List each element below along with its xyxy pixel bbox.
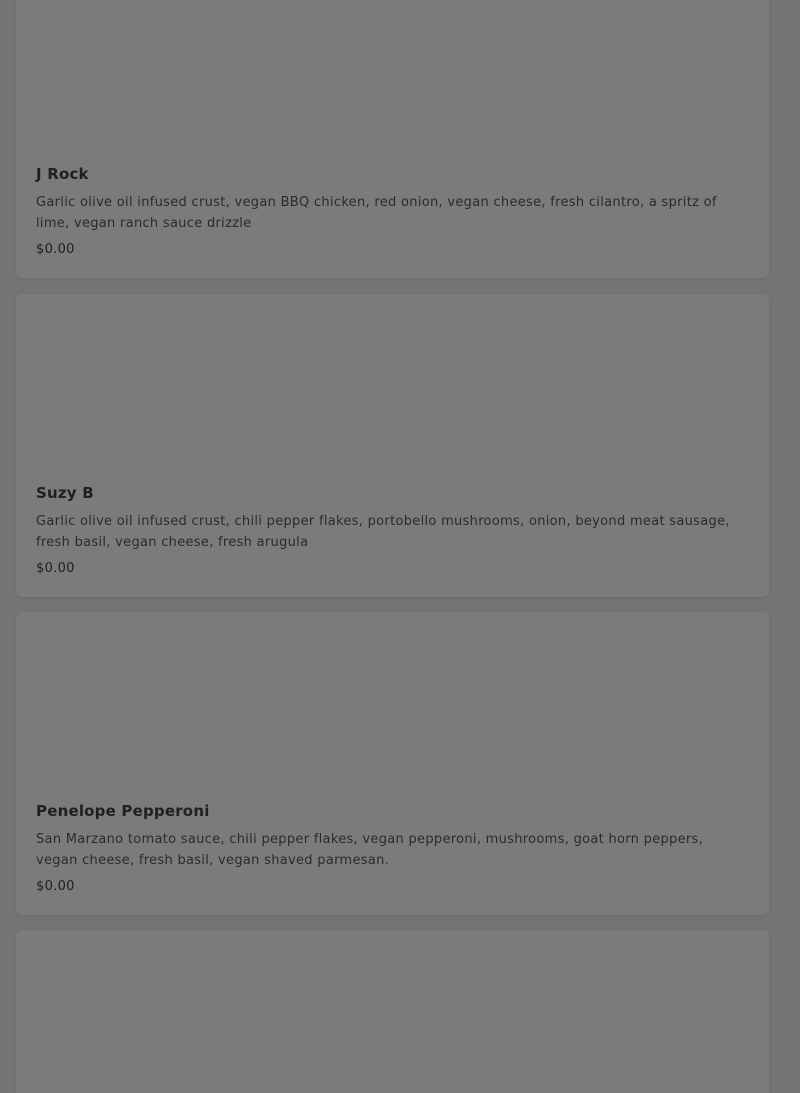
menu-item-name: J Rock (36, 165, 89, 183)
menu-item-card[interactable] (16, 612, 769, 915)
menu-item-price: $0.00 (36, 879, 75, 894)
menu-item-image (16, 294, 769, 444)
menu-item-description: San Marzano tomato sauce, chili pepper flakes, vegan pepperoni, mushrooms, goat horn peppers, vegan cheese, fresh basil, vegan shaved parmesan. (36, 832, 704, 868)
menu-item-name: Penelope Pepperoni (36, 802, 210, 820)
menu-item-info (36, 483, 749, 579)
menu-item-description: Garlic olive oil infused crust, vegan BBQ chicken, red onion, vegan cheese, fresh cilantro, a spritz of lime, vegan ranch sauce drizzle (36, 195, 717, 231)
menu-item-info (36, 801, 749, 897)
menu-item-card[interactable] (16, 930, 769, 1093)
menu-item-image (16, 0, 769, 120)
menu-item-card[interactable] (16, 294, 769, 597)
menu-item-image (16, 930, 769, 1080)
menu-item-price: $0.00 (36, 242, 75, 257)
menu-item-name: Suzy B (36, 484, 94, 502)
menu-item-card[interactable] (16, 0, 769, 278)
menu-item-info (36, 164, 749, 260)
menu-item-description: Garlic olive oil infused crust, chili pepper flakes, portobello mushrooms, onion, beyond meat sausage, fresh basil, vegan cheese, fresh arugula (36, 514, 730, 550)
menu-item-image (16, 612, 769, 762)
menu-item-price: $0.00 (36, 561, 75, 576)
